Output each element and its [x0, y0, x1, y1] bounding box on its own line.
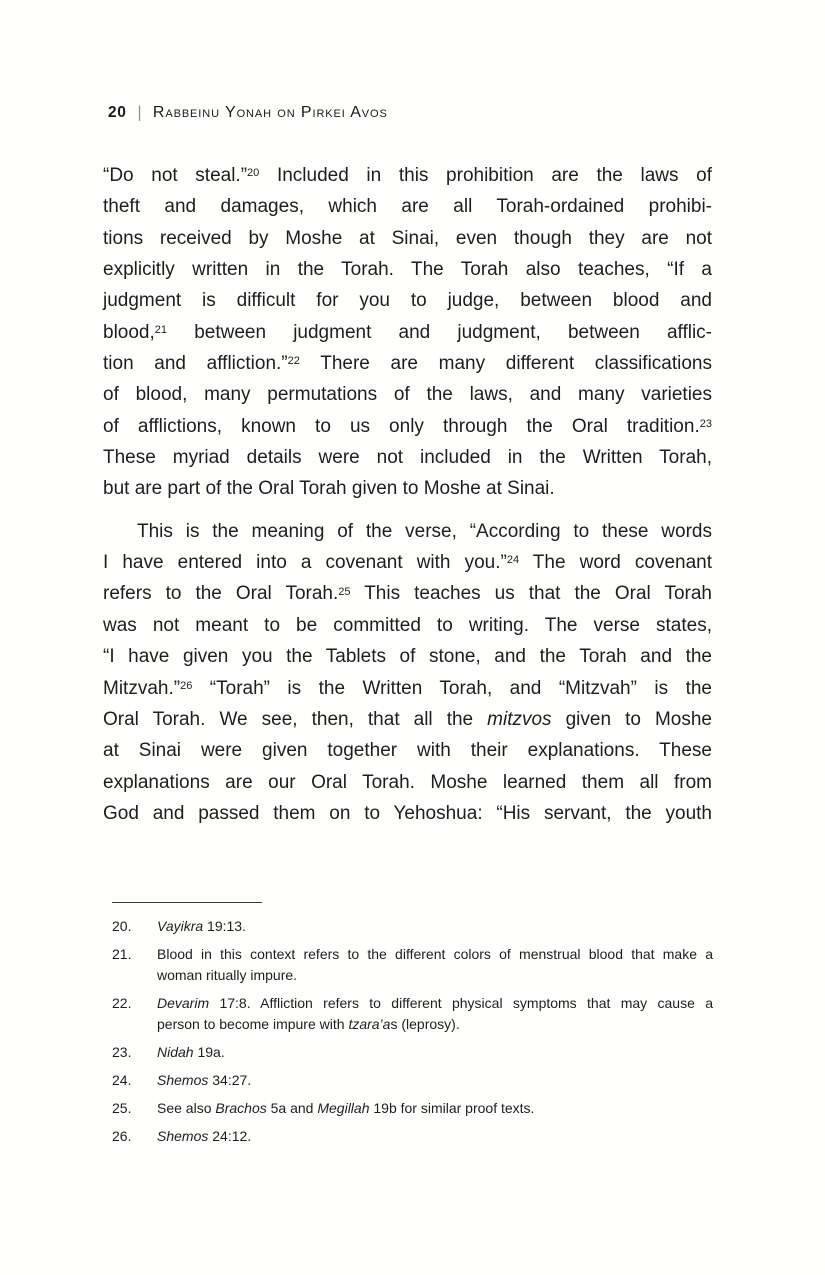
text-line	[103, 578, 712, 609]
text-segment: Shemos	[157, 1072, 209, 1088]
footnote-item	[112, 993, 713, 1035]
footnote-number: 26.	[112, 1128, 132, 1144]
running-header	[108, 104, 388, 122]
text-segment: Mitzvah.”	[103, 677, 181, 699]
footnote-item	[112, 1070, 713, 1091]
text-segment: explicitly written in the Torah. The Torah also teaches, “If a	[103, 259, 712, 281]
text-segment: These myriad details were not included in the Written Torah,	[103, 447, 712, 469]
text-line	[103, 317, 712, 348]
footnote-item	[112, 916, 713, 937]
text-segment: but are part of the Oral Torah given to Moshe at Sinai.	[103, 478, 555, 500]
footnote-marker: 21	[154, 323, 168, 336]
paragraph	[103, 160, 712, 505]
footnote-item	[112, 944, 713, 986]
text-segment: “Torah” is the Written Torah, and “Mitzvah” is the	[192, 677, 712, 699]
text-segment: I have entered into a covenant with you.”	[103, 552, 507, 574]
text-segment: of afflictions, known to us only through the Oral tradition.	[103, 415, 700, 437]
text-segment: “I have given you the Tablets of stone, and the Torah and the	[103, 646, 712, 668]
text-line	[103, 516, 712, 547]
text-segment: of blood, many permutations of the laws, and many varieties	[103, 384, 712, 406]
text-line	[103, 547, 712, 578]
text-segment: tion and affliction.”	[103, 353, 288, 375]
text-segment: person to become impure with	[157, 1016, 349, 1032]
text-segment: 24:12.	[208, 1128, 252, 1144]
text-segment: at Sinai were given together with their explanations. These	[103, 740, 712, 762]
text-line	[157, 944, 713, 965]
footnote-rule	[112, 902, 262, 903]
footnote-marker: 24	[506, 554, 520, 567]
text-line	[103, 160, 712, 191]
text-line	[103, 641, 712, 672]
text-segment: “Do not steal.”	[103, 165, 248, 186]
text-segment: Shemos	[157, 1128, 209, 1144]
text-segment: s (leprosy).	[390, 1016, 460, 1032]
footnote-number: 20.	[112, 918, 132, 934]
footnote-number: 23.	[112, 1044, 132, 1060]
text-line	[103, 223, 712, 254]
text-segment: refers to the Oral Torah.	[103, 583, 339, 605]
text-segment: The word covenant	[519, 552, 713, 574]
footnote-text	[157, 1070, 713, 1091]
text-line	[157, 993, 713, 1014]
text-segment: God and passed them on to Yehoshua: “His servant, the youth	[103, 802, 712, 824]
text-line	[103, 285, 712, 316]
text-segment: Megillah	[317, 1100, 370, 1116]
footnote-marker: 23	[699, 417, 712, 430]
text-segment: Vayikra	[157, 918, 204, 934]
text-segment: 19a.	[193, 1044, 225, 1060]
text-segment: between judgment and judgment, between afflic-	[167, 321, 712, 343]
text-segment: This is the meaning of the verse, “According to these words	[137, 520, 712, 542]
text-line	[103, 442, 712, 473]
text-line	[103, 379, 712, 410]
text-line	[103, 191, 712, 222]
text-line	[157, 916, 713, 937]
book-title: Rabbeinu Yonah on Pirkei Avos	[152, 104, 388, 121]
page-number: 20	[108, 104, 127, 121]
text-segment: Devarim	[157, 995, 210, 1011]
text-line	[103, 411, 712, 442]
text-segment: mitzvos	[487, 708, 552, 730]
text-segment: was not meant to be committed to writing. The verse states,	[103, 614, 712, 636]
text-line	[103, 735, 712, 766]
text-line	[157, 1014, 713, 1035]
text-segment: given to Moshe	[551, 708, 712, 730]
text-segment: blood,	[103, 321, 155, 343]
text-line	[103, 473, 712, 504]
text-segment: tions received by Moshe at Sinai, even though they are not	[103, 227, 712, 249]
text-segment: tzara’a	[348, 1016, 391, 1032]
footnote-marker: 25	[338, 585, 351, 598]
text-line	[157, 1126, 713, 1147]
footnote-text	[157, 916, 713, 937]
header-separator: |	[137, 103, 142, 122]
text-line	[157, 965, 713, 986]
text-segment: See also	[157, 1100, 216, 1116]
text-segment: There are many different classifications	[299, 353, 712, 375]
text-line	[157, 1098, 713, 1119]
footnote-number: 21.	[112, 946, 132, 962]
text-line	[103, 348, 712, 379]
text-segment: Nidah	[157, 1044, 194, 1060]
footnote-number: 25.	[112, 1100, 132, 1116]
text-segment: 34:27.	[208, 1072, 252, 1088]
text-segment: judgment is difficult for you to judge, between blood and	[103, 290, 712, 312]
text-segment: This teaches us that the Oral Torah	[350, 583, 712, 605]
text-segment: explanations are our Oral Torah. Moshe learned them all from	[103, 771, 712, 793]
text-segment: theft and damages, which are all Torah-ordained prohibi-	[103, 196, 712, 218]
text-segment: Oral Torah. We see, then, that all the	[103, 708, 488, 730]
text-line	[103, 673, 712, 704]
footnote-text	[157, 944, 713, 986]
text-segment: Included in this prohibition are the laws of	[259, 165, 712, 186]
text-segment: 19:13.	[203, 918, 246, 934]
text-line	[103, 254, 712, 285]
text-line	[103, 704, 712, 735]
footnote-number: 24.	[112, 1072, 132, 1088]
text-segment: 5a and	[266, 1100, 318, 1116]
footnote-marker: 22	[287, 355, 300, 368]
footnote-item	[112, 1098, 713, 1119]
text-segment: Blood in this context refers to the different colors of menstrual blood that make a	[157, 946, 713, 962]
text-line	[157, 1042, 713, 1063]
footnote-number: 22.	[112, 995, 132, 1011]
footnote-item	[112, 1126, 713, 1147]
text-segment: Brachos	[215, 1100, 267, 1116]
text-line	[103, 767, 712, 798]
text-segment: 17:8. Affliction refers to different physical symptoms that may cause a	[209, 995, 713, 1011]
footnote-text	[157, 1042, 713, 1063]
body-text	[103, 160, 712, 829]
text-line	[103, 798, 712, 829]
text-line	[157, 1070, 713, 1091]
text-segment: 19b for similar proof texts.	[369, 1100, 535, 1116]
text-line	[103, 610, 712, 641]
footnote-marker: 26	[180, 679, 193, 692]
footnote-text	[157, 993, 713, 1035]
footnote-text	[157, 1126, 713, 1147]
footnotes-section	[112, 916, 713, 1154]
footnote-item	[112, 1042, 713, 1063]
footnote-text	[157, 1098, 713, 1119]
paragraph	[103, 516, 712, 829]
text-segment: woman ritually impure.	[157, 967, 298, 983]
footnote-marker: 20	[247, 167, 260, 180]
